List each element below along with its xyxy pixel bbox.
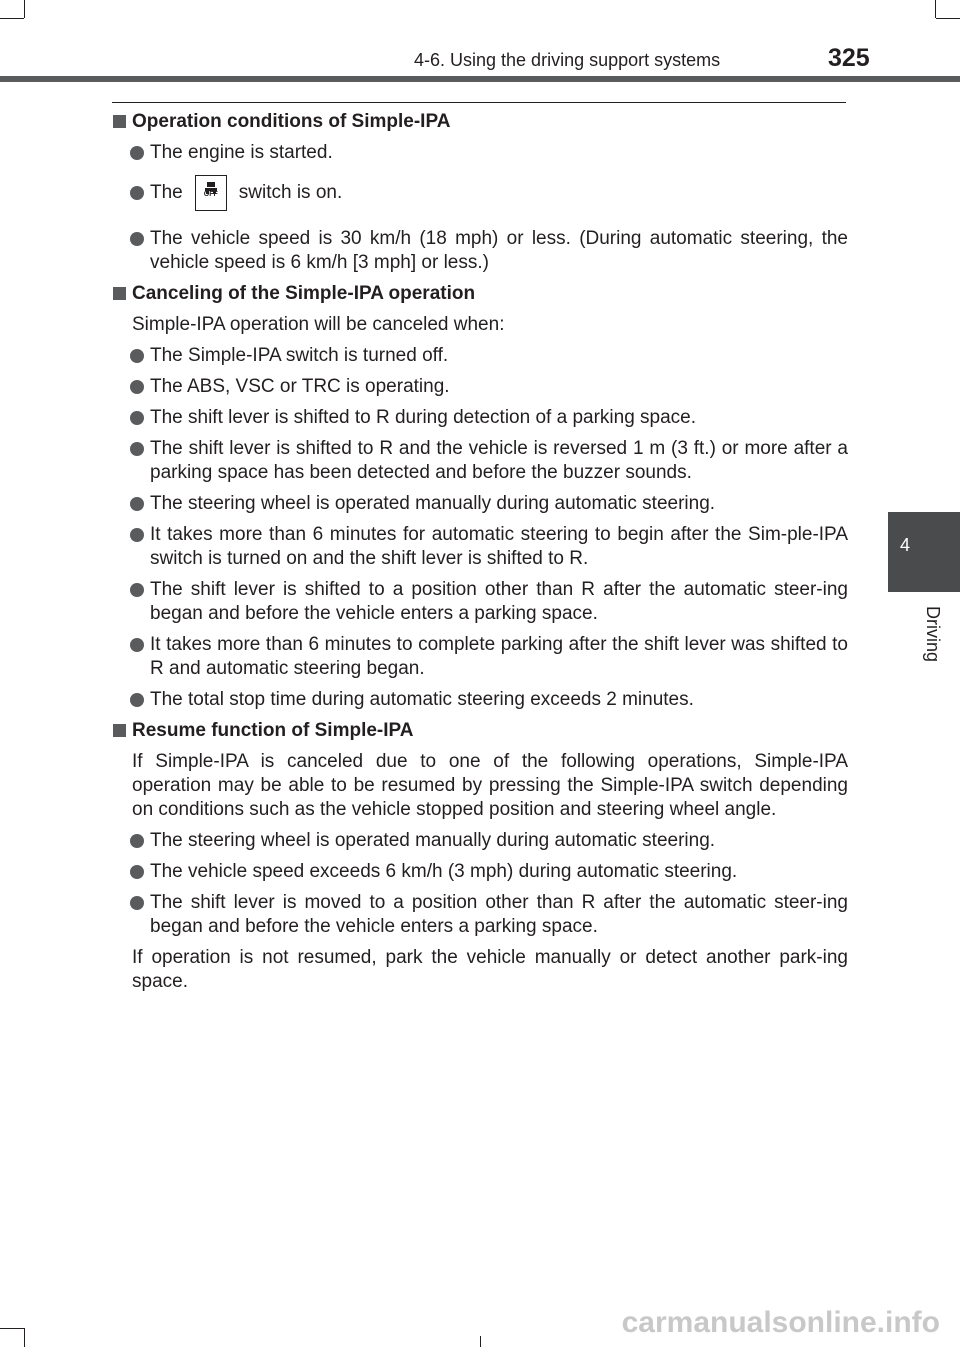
bullet-icon — [130, 497, 144, 511]
list-item: The vehicle speed exceeds 6 km/h (3 mph) during automatic steering. — [112, 860, 848, 884]
section-title: 4-6. Using the driving support systems — [414, 50, 721, 70]
bullet-icon — [130, 834, 144, 848]
list-item: The shift lever is shifted to R and the vehicle is reversed 1 m (3 ft.) or more after a parking space has been detected and before the buzzer sounds. — [112, 437, 848, 485]
bullet-icon — [130, 349, 144, 363]
chapter-label: Driving — [923, 606, 943, 663]
crop-mark — [935, 0, 936, 18]
bullet-icon — [130, 583, 144, 597]
chapter-number: 4 — [900, 535, 911, 555]
section-heading: Operation conditions of Simple-IPA — [112, 110, 848, 134]
paragraph: Simple-IPA operation will be canceled when: — [132, 314, 505, 335]
list-item: The steering wheel is operated manually during automatic steering. — [112, 492, 848, 516]
bullet-icon — [130, 693, 144, 707]
section-heading: Canceling of the Simple-IPA operation — [112, 282, 848, 306]
list-item: The vehicle speed is 30 km/h (18 mph) or less. (During automatic steering, the vehicle speed is 6 km/h [3 mph] or less.) — [112, 227, 848, 275]
divider — [112, 102, 846, 103]
crop-mark — [24, 0, 25, 18]
bullet-icon — [130, 146, 144, 160]
crop-mark — [480, 1336, 481, 1347]
page-content — [112, 110, 848, 1001]
list-item: The shift lever is shifted to R during detection of a parking space. — [112, 406, 848, 430]
crop-mark — [24, 1328, 25, 1347]
crop-mark — [0, 1328, 24, 1329]
bullet-icon — [130, 380, 144, 394]
list-item: The steering wheel is operated manually during automatic steering. — [112, 829, 848, 853]
list-item: The shift lever is moved to a position other than R after the automatic steer-ing began and before the vehicle enters a parking space. — [112, 891, 848, 939]
paragraph: If operation is not resumed, park the vehicle manually or detect another park-ing space. — [132, 947, 848, 992]
bullet-icon — [130, 411, 144, 425]
crop-mark — [936, 18, 960, 19]
bullet-icon — [130, 442, 144, 456]
bullet-icon — [130, 865, 144, 879]
page-number: 325 — [828, 44, 870, 72]
section-heading: Resume function of Simple-IPA — [112, 719, 848, 743]
list-item: The OFF switch is on. — [112, 173, 848, 213]
list-item: The Simple-IPA switch is turned off. — [112, 344, 848, 368]
list-item: The shift lever is shifted to a position other than R after the automatic steer-ing began and before the vehicle enters a parking space. — [112, 578, 848, 626]
bullet-icon — [130, 232, 144, 246]
bullet-icon — [130, 528, 144, 542]
watermark: carmanualsonline.info — [621, 1306, 940, 1339]
square-bullet-icon — [113, 287, 126, 300]
crop-mark — [0, 18, 24, 19]
chapter-tab — [888, 512, 960, 592]
header-bar — [0, 76, 960, 82]
paragraph: If Simple-IPA is canceled due to one of the following operations, Simple-IPA operation may be able to be resumed by pressing the Simple-IPA switch depending on conditions such as the vehicle stopped position and steering wheel angle. — [132, 751, 848, 820]
list-item: The ABS, VSC or TRC is operating. — [112, 375, 848, 399]
list-item: It takes more than 6 minutes to complete parking after the shift lever was shifted to R and automatic steering began. — [112, 633, 848, 681]
list-item: The total stop time during automatic steering exceeds 2 minutes. — [112, 688, 848, 712]
square-bullet-icon — [113, 724, 126, 737]
list-item: The engine is started. — [112, 141, 848, 165]
square-bullet-icon — [113, 115, 126, 128]
bullet-icon — [130, 638, 144, 652]
ipa-switch-icon: OFF — [195, 175, 227, 211]
list-item: It takes more than 6 minutes for automatic steering to begin after the Sim-ple-IPA switch is turned on and the shift lever is shifted to R. — [112, 523, 848, 571]
bullet-icon — [130, 896, 144, 910]
bullet-icon — [130, 186, 144, 200]
